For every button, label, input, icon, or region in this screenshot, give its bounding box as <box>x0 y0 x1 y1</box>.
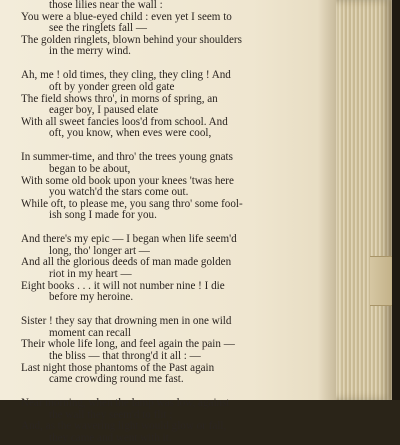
poem-line: before my heroine. <box>49 291 134 304</box>
poem-line: you watch'd the stars come out. <box>49 186 189 199</box>
poem-line: in the merry wind. <box>49 45 131 58</box>
poem-line: Eight books . . . it will not number nine ! I die <box>21 279 225 292</box>
poem-text <box>21 0 321 445</box>
poem-line: And all the glorious deeds of man made golden <box>21 256 232 269</box>
poem-line: oft by yonder green old gate <box>49 80 175 93</box>
poem-line: eager boy, I paused elate <box>49 104 159 117</box>
poem-line: long, tho' longer art — <box>49 244 150 257</box>
dark-background <box>392 0 400 400</box>
poem-line: came crowding round me fast. <box>49 373 184 386</box>
poem-line: see the ringlets fall — <box>49 22 147 35</box>
poem-line: And there's my epic — I began when life seem'd <box>21 233 237 246</box>
poem-line: moment can recall <box>49 326 131 339</box>
poem-line: With all sweet fancies loos'd from school. And <box>21 115 228 128</box>
poem-line: While oft, to please me, you sang thro' some fool- <box>21 197 243 210</box>
poem-line: riot in my heart — <box>49 268 132 281</box>
poem-line: Their whole life long, and feel again the pain — <box>21 338 235 351</box>
poem-line: You were a blue-eyed child : even yet I seem to <box>21 10 232 23</box>
poem-line: they came and went with it. <box>49 431 172 444</box>
poem-line: The field shows thro', in morns of spring, an <box>21 92 218 105</box>
poem-line: In summer-time, and thro' the trees young gnats <box>21 151 233 164</box>
poem-line: those lilies near the wall : <box>49 0 163 11</box>
poem-line: began to be about, <box>49 162 131 175</box>
poem-line: Sister ! they say that drowning men in one wild <box>21 315 232 328</box>
poem-line: And, as the wavering light would glow or fall, <box>21 420 227 433</box>
poem-line: Near morning, when the lamp was low, against <box>21 397 230 410</box>
poem-line: the bliss — that throng'd it all : — <box>49 350 201 362</box>
poem-line: The golden ringlets, blown behind your shoulders <box>21 33 242 46</box>
poem-line: Last night those phantoms of the Past again <box>21 361 215 374</box>
page-edge-notch <box>370 256 392 306</box>
poem-line: oft, you know, when eves were cool, <box>49 127 212 140</box>
poem-line: the wall they seem'd to flit ; <box>49 408 173 421</box>
poem-line: ish song I made for you. <box>49 209 157 222</box>
poem-line: With some old book upon your knees 'twas here <box>21 174 234 187</box>
poem-line: Ah, me ! old times, they cling, they cling ! And <box>21 69 231 82</box>
book-page-edges <box>336 0 392 400</box>
